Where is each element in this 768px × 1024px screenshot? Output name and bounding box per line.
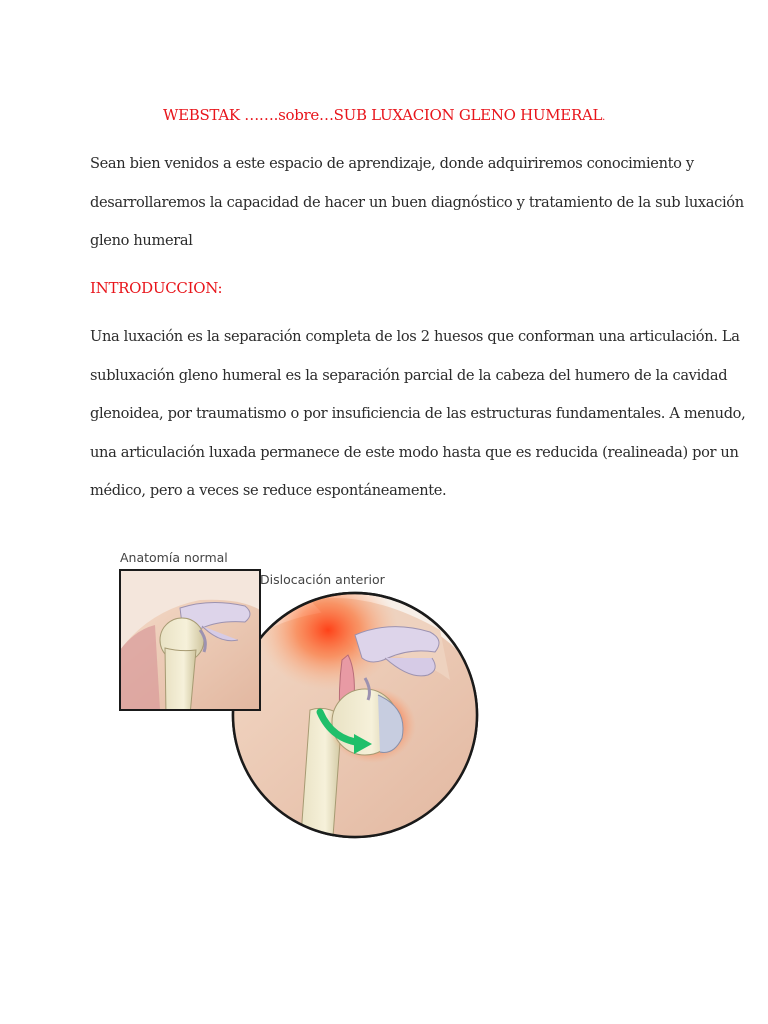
body-line: subluxación gleno humeral es la separación parcial de la cabeza del humero de la cavidad: [90, 366, 728, 384]
document-title-text: WEBSTAK …….sobre…SUB LUXACION GLENO HUMERAL: [162, 106, 603, 124]
body-line: una articulación luxada permanece de este modo hasta que es reducida (realineada) por un: [90, 443, 739, 461]
shoulder-dislocation-illustration: [110, 540, 490, 850]
section-heading: INTRODUCCION:: [90, 279, 223, 297]
intro-line: gleno humeral: [90, 232, 193, 249]
document-title-dot: .: [602, 112, 606, 123]
figure-label-normal: Anatomía normal: [120, 550, 228, 565]
body-line: Una luxación es la separación completa de los 2 huesos que conforman una articulación. La: [90, 328, 740, 345]
document-title: [0, 106, 768, 124]
body-paragraph: [90, 318, 746, 511]
intro-line: Sean bien venidos a este espacio de aprendizaje, donde adquiriremos conocimiento y: [90, 155, 694, 172]
body-line: glenoidea, por traumatismo o por insuficiencia de las estructuras fundamentales. A menudo,: [90, 405, 746, 422]
normal-anatomy-inset: [120, 570, 260, 715]
figure-label-dislocation: Dislocación anterior: [260, 572, 385, 587]
body-line: médico, pero a veces se reduce espontáneamente.: [90, 482, 447, 499]
intro-line: desarrollaremos la capacidad de hacer un buen diagnóstico y tratamiento de la sub luxación: [90, 193, 744, 211]
intro-paragraph: [90, 145, 744, 261]
